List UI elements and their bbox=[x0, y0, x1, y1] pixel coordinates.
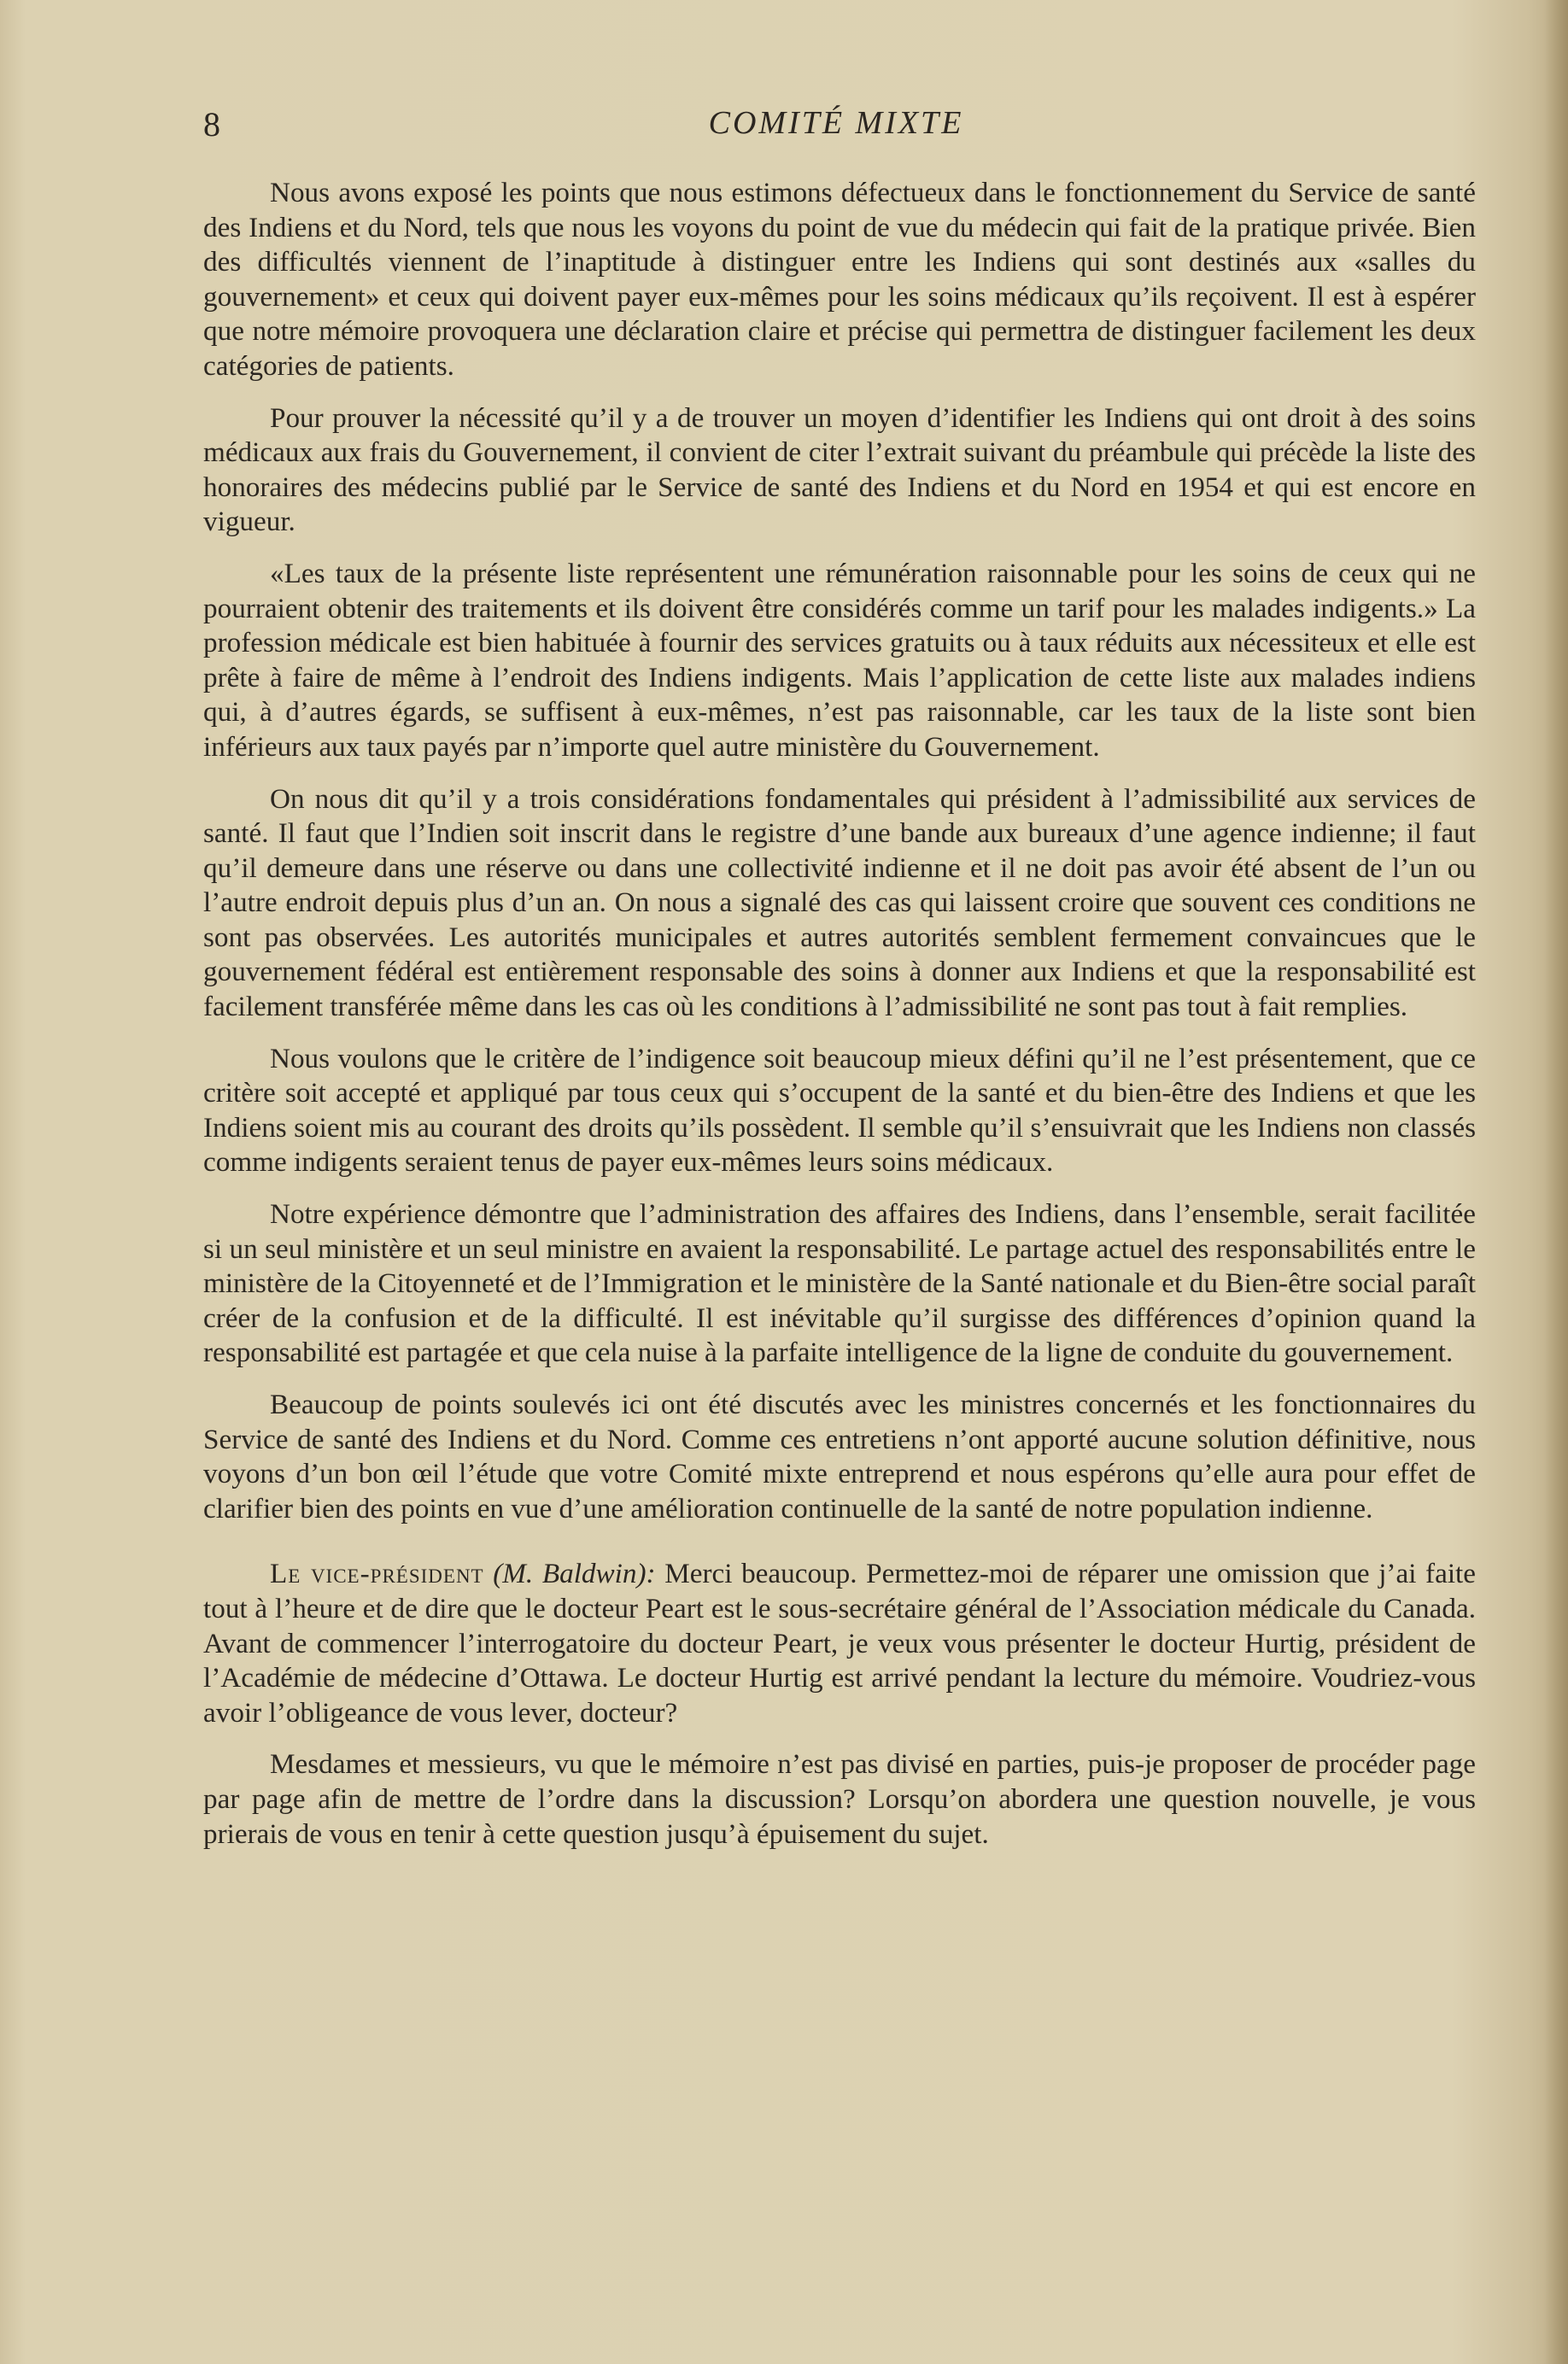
body-text bbox=[203, 176, 1476, 1869]
running-head: COMITÉ MIXTE bbox=[708, 105, 964, 141]
paragraph-7: Beaucoup de points soulevés ici ont été discutés avec les ministres concernés et les fonctionnaires du Service de santé des Indiens et du Nord. Comme ces entretiens n’ont apporté aucune solution définitive, nous voyons d’un bon œil l’étude que votre Comité mixte entreprend et nous espérons qu’elle aura pour effet de clarifier bien des points en vue d’une amélioration continuelle de la santé de notre population indienne. bbox=[203, 1389, 1476, 1524]
speech-paragraph bbox=[203, 1557, 1476, 1730]
paragraph-2: Pour prouver la nécessité qu’il y a de trouver un moyen d’identifier les Indiens qui ont droit à des soins médicaux aux frais du Gouvernement, il convient de citer l’extrait suivant du préambule qui précède la liste des honoraires des médecins publié par le Service de santé des Indiens et du Nord en 1954 et qui est encore en vigueur. bbox=[203, 401, 1476, 538]
closing-paragraph: Mesdames et messieurs, vu que le mémoire n’est pas divisé en parties, puis-je proposer de procéder page par page afin de mettre de l’ordre dans la discussion? Lorsqu’on abordera une question nouvelle, je vous prierais de vous en tenir à cette question jusqu’à épuisement du sujet. bbox=[203, 1748, 1476, 1850]
paragraph-5: Nous voulons que le critère de l’indigence soit beaucoup mieux défini qu’il ne l’est présentement, que ce critère soit accepté et appliqué par tous ceux qui s’occupent de la santé et du bien-être des Indiens et que les Indiens soient mis au courant des droits qu’ils possèdent. Il semble qu’il s’ensuivrait que les Indiens non classés comme indigents seraient tenus de payer eux-mêmes leurs soins médicaux. bbox=[203, 1042, 1476, 1179]
paragraph-1: Nous avons exposé les points que nous estimons défectueux dans le fonctionnement du Service de santé des Indiens et du Nord, tels que nous les voyons du point de vue du médecin qui fait de la pratique privée. Bien des difficultés viennent de l’inaptitude à distinguer entre les Indiens qui sont destinés aux «salles du gouvernement» et ceux qui doivent payer eux-mêmes pour les soins médicaux qu’ils reçoivent. Il est à espérer que notre mémoire provoquera une déclaration claire et précise qui permettra de distinguer facilement les deux catégories de patients. bbox=[203, 177, 1476, 382]
speaker-title: Le vice-président bbox=[270, 1558, 484, 1590]
page-header bbox=[203, 104, 1469, 155]
speaker-name: (M. Baldwin): bbox=[493, 1558, 656, 1590]
paragraph-4: On nous dit qu’il y a trois considérations fondamentales qui président à l’admissibilité aux services de santé. Il faut que l’Indien soit inscrit dans le registre d’une bande aux bureaux d’une agence indienne; il faut qu’il demeure dans une réserve ou dans une collectivité indienne et il ne doit pas avoir été absent de l’un ou l’autre endroit depuis plus d’un an. On nous a signalé des cas qui laissent croire que souvent ces conditions ne sont pas observées. Les autorités municipales et autres autorités semblent fermement convaincues que le gouvernement fédéral est entièrement responsable des soins à donner aux Indiens et que la responsabilité est facilement transférée même dans les cas où les conditions à l’admissibilité ne sont pas tout à fait remplies. bbox=[203, 782, 1476, 1023]
paragraph-6: Notre expérience démontre que l’administration des affaires des Indiens, dans l’ensemble, serait facilitée si un seul ministère et un seul ministre en avaient la responsabilité. Le partage actuel des responsabilités entre le ministère de la Citoyenneté et de l’Immigration et le ministère de la Santé nationale et du Bien-être social paraît créer de la confusion et de la difficulté. Il est inévitable qu’il surgisse des différences d’opinion quand la responsabilité est partagée et que cela nuise à la parfaite intelligence de la ligne de conduite du gouvernement. bbox=[203, 1198, 1476, 1369]
paragraph-3: «Les taux de la présente liste représentent une rémunération raisonnable pour les soins de ceux qui ne pourraient obtenir des traitements et ils doivent être considérés comme un tarif pour les malades indigents.» La profession médicale est bien habituée à fournir des services gratuits ou à taux réduits aux nécessiteux et elle est prête à faire de même à l’endroit des Indiens indigents. Mais l’application de cette liste aux malades indiens qui, à d’autres égards, se suffisent à eux-mêmes, n’est pas raisonnable, car les taux de la liste sont bien inférieurs aux taux payés par n’importe quel autre ministère du Gouvernement. bbox=[203, 557, 1476, 763]
page-edge-shadow bbox=[1544, 0, 1568, 2364]
speech-text: Merci beaucoup. Permettez-moi de réparer une omission que j’ai faite tout à l’heure et de dire que le docteur Peart est le sous-secrétaire général de l’Association médicale du Canada. Avant de commencer l’interrogatoire du docteur Peart, je veux vous présenter le docteur Hurtig, président de l’Académie de médecine d’Ottawa. Le docteur Hurtig est arrivé pendant la lecture du mémoire. Voudriez-vous avoir l’obligeance de vous lever, docteur? bbox=[203, 1558, 1477, 1729]
page-number: 8 bbox=[203, 105, 221, 143]
